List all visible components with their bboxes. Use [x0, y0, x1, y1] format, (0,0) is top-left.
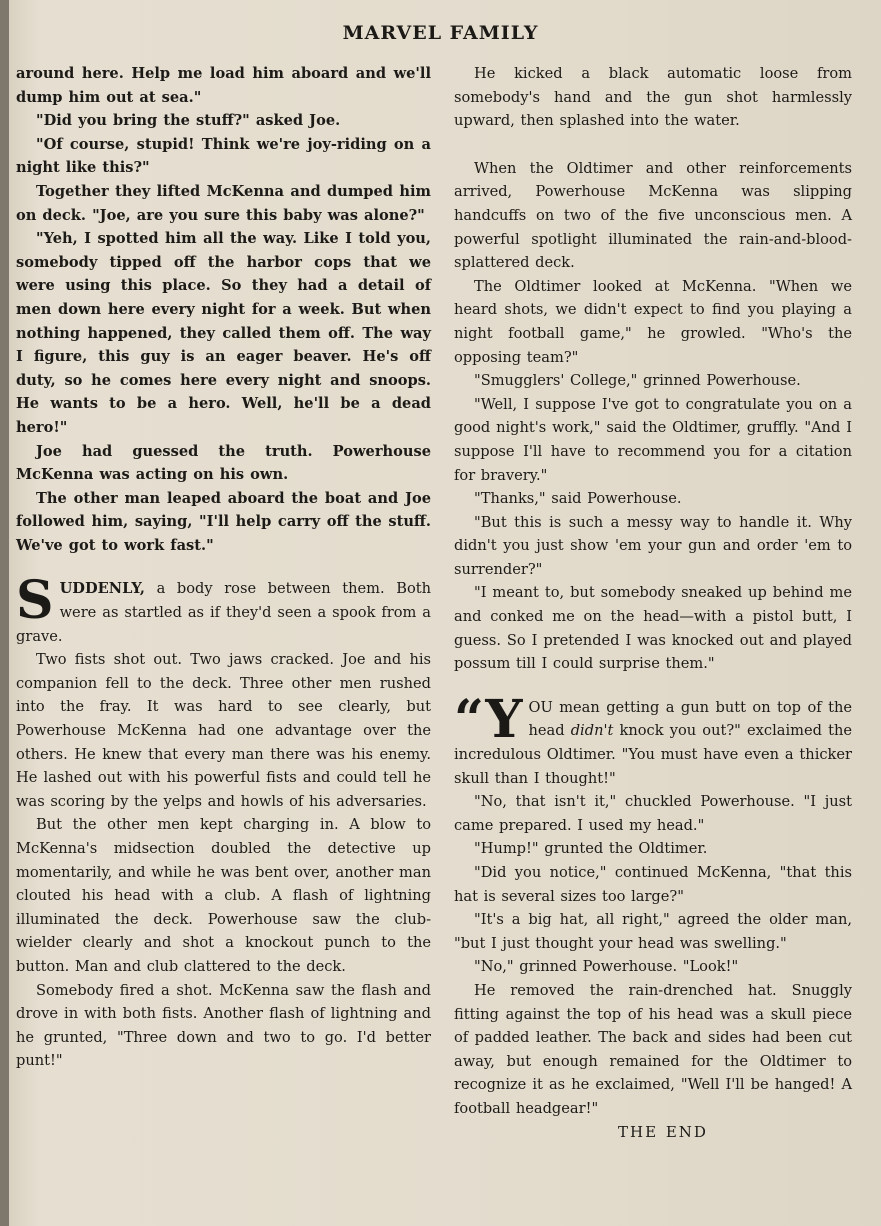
paragraph: around here. Help me load him aboard and we'll dump him out at sea."	[16, 65, 431, 106]
paragraph: "Thanks," said Powerhouse.	[474, 490, 682, 508]
the-end-label: THE END	[618, 1122, 708, 1141]
drop-cap: S	[16, 570, 54, 632]
paragraph: "Well, I suppose I've got to congratulate you on a good night's work," said the Oldtimer, gruffly. "And I suppose I'll have to recommend you for a citation for bravery."	[454, 395, 852, 484]
paragraph: The Oldtimer looked at McKenna. "When we heard shots, we didn't expect to find you playing a night football game," he growled. "Who's the opposing team?"	[454, 277, 852, 366]
paragraph: When the Oldtimer and other reinforcements arrived, Powerhouse McKenna was slipping handcuffs on two of the five unconscious men. A powerful spotlight illuminated the rain-and-blood-splattered deck.	[454, 159, 852, 272]
paragraph-text: knock you out?" exclaimed the incredulous Oldtimer. "You must have even a thicker skull than I thought!"	[454, 722, 852, 787]
paragraph: "No," grinned Powerhouse. "Look!"	[474, 958, 739, 976]
drop-cap: “Y	[454, 688, 523, 750]
paragraph: "Did you notice," continued McKenna, "that this hat is several sizes too large?"	[454, 864, 852, 905]
paragraph: "It's a big hat, all right," agreed the older man, "but I just thought your head was swelling."	[454, 911, 852, 952]
paragraph: "Yeh, I spotted him all the way. Like I told you, somebody tipped off the harbor cops that we were using this place. So they had a detail of men down here every night for a week. But when nothing happened, they called them off. The way I figure, this guy is an eager beaver. He's off duty, so he comes here every night and snoops. He wants to be a hero. Well, he'll be a dead hero!"	[16, 230, 431, 436]
paragraph-dropcap	[454, 688, 852, 790]
paragraph-text: a body rose between them. Both were as startled as if they'd seen a spook from a grave.	[16, 580, 431, 645]
italic-text: didn't	[570, 722, 614, 740]
paragraph: Two fists shot out. Two jaws cracked. Joe and his companion fell to the deck. Three other men rushed into the fray. It was hard to see clearly, but Powerhouse McKenna had one advantage over the others. He knew that every man there was his enemy. He lashed out with his powerful fists and could tell he was scoring by the yelps and howls of his adversaries.	[16, 651, 431, 810]
paragraph: "I meant to, but somebody sneaked up behind me and conked me on the head—with a pistol butt, I guess. So I pretended I was knocked out and played possum till I could surprise them."	[454, 584, 852, 673]
lead-in: UDDENLY,	[59, 580, 146, 598]
paragraph: "Smugglers' College," grinned Powerhouse.	[474, 372, 801, 390]
right-column	[454, 62, 852, 1144]
paragraph: "Did you bring the stuff?" asked Joe.	[36, 112, 341, 130]
paragraph: He removed the rain-drenched hat. Snuggly fitting against the top of his head was a skull piece of padded leather. The back and sides had been cut away, but enough remained for the Oldtimer to recognize it as he exclaimed, "Well I'll be hanged! A football headgear!"	[454, 981, 852, 1117]
paragraph: Together they lifted McKenna and dumped him on deck. "Joe, are you sure this baby was alone?"	[16, 182, 431, 224]
left-column	[16, 62, 431, 1073]
lead-in: OU mean getting a gun butt on top of the head	[528, 698, 852, 740]
paragraph: "Of course, stupid! Think we're joy-riding on a night like this?"	[16, 135, 431, 177]
page-header: MARVEL FAMILY	[342, 22, 539, 44]
paragraph: Joe had guessed the truth. Powerhouse McKenna was acting on his own.	[16, 442, 431, 484]
paragraph: "Hump!" grunted the Oldtimer.	[474, 840, 708, 858]
paragraph: Somebody fired a shot. McKenna saw the flash and drove in with both fists. Another flash of lightning and he grunted, "Three down and two to go. I'd better punt!"	[16, 981, 431, 1070]
paragraph: "But this is such a messy way to handle it. Why didn't you just show 'em your gun and order 'em to surrender?"	[454, 513, 852, 578]
paragraph: He kicked a black automatic loose from somebody's hand and the gun shot harmlessly upward, then splashed into the water.	[454, 65, 852, 130]
paragraph-dropcap	[16, 570, 431, 648]
binding-shadow	[0, 0, 9, 1226]
paragraph: But the other men kept charging in. A blow to McKenna's midsection doubled the detective up momentarily, and while he was bent over, another man clouted his head with a club. A flash of lightning illuminated the deck. Powerhouse saw the club-wielder clearly and shot a knockout punch to the button. Man and club clattered to the deck.	[16, 816, 431, 975]
paragraph: "No, that isn't it," chuckled Powerhouse. "I just came prepared. I used my head."	[454, 793, 852, 834]
paragraph: The other man leaped aboard the boat and Joe followed him, saying, "I'll help carry off the stuff. We've got to work fast."	[16, 489, 431, 554]
